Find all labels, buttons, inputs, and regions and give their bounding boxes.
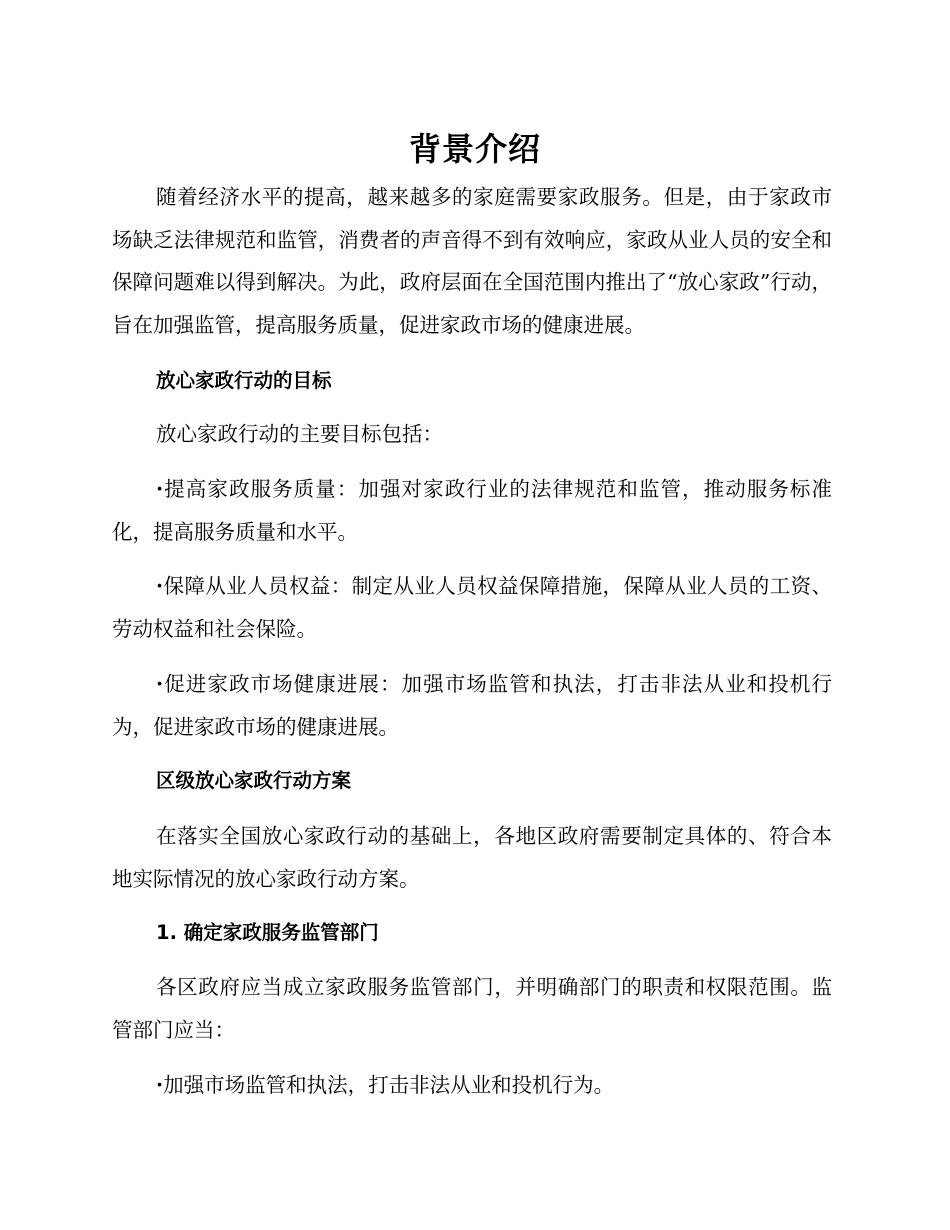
section-heading-goals: 放心家政行动的目标 <box>156 369 332 392</box>
page-title: 背景介绍 <box>408 130 541 168</box>
goal-bullet-text: 促进家政市场健康进展：加强市场监管和执法，打击非法从业和投机行为，促进家政市场的健康进展。 <box>112 672 832 739</box>
bullet-dot-icon: · <box>156 574 164 598</box>
goal-bullet-item <box>112 468 832 553</box>
district-plan-paragraph: 在落实全国放心家政行动的基础上，各地区政府需要制定具体的、符合本地实际情况的放心家政行动方案。 <box>112 824 832 891</box>
bullet-dot-icon: · <box>156 477 164 501</box>
bullet-dot-icon: · <box>156 672 164 696</box>
regulator-bullet-text: 加强市场监管和执法，打击非法从业和投机行为。 <box>163 1073 615 1097</box>
bullet-dot-icon: · <box>156 1073 164 1097</box>
section-heading-district-plan: 区级放心家政行动方案 <box>156 769 352 792</box>
goal-bullet-item <box>112 663 832 748</box>
intro-paragraph: 随着经济水平的提高，越来越多的家庭需要家政服务。但是，由于家政市场缺乏法律规范和监管，消费者的声音得不到有效响应，家政从业人员的安全和保障问题难以得到解决。为此，政府层面在全国范围内推出了“放心家政”行动，旨在加强监管，提高服务质量，促进家政市场的健康进展。 <box>112 185 832 337</box>
section-heading-regulator: 1. 确定家政服务监管部门 <box>156 921 379 944</box>
regulator-paragraph: 各区政府应当成立家政服务监管部门，并明确部门的职责和权限范围。监管部门应当： <box>112 975 832 1042</box>
goals-lead-paragraph: 放心家政行动的主要目标包括： <box>156 422 443 446</box>
regulator-bullet-item <box>112 1064 832 1107</box>
goal-bullet-text: 提高家政服务质量：加强对家政行业的法律规范和监管，推动服务标准化，提高服务质量和水平。 <box>112 477 832 544</box>
goal-bullet-item <box>112 565 832 650</box>
goal-bullet-text: 保障从业人员权益：制定从业人员权益保障措施，保障从业人员的工资、劳动权益和社会保险。 <box>112 574 832 641</box>
